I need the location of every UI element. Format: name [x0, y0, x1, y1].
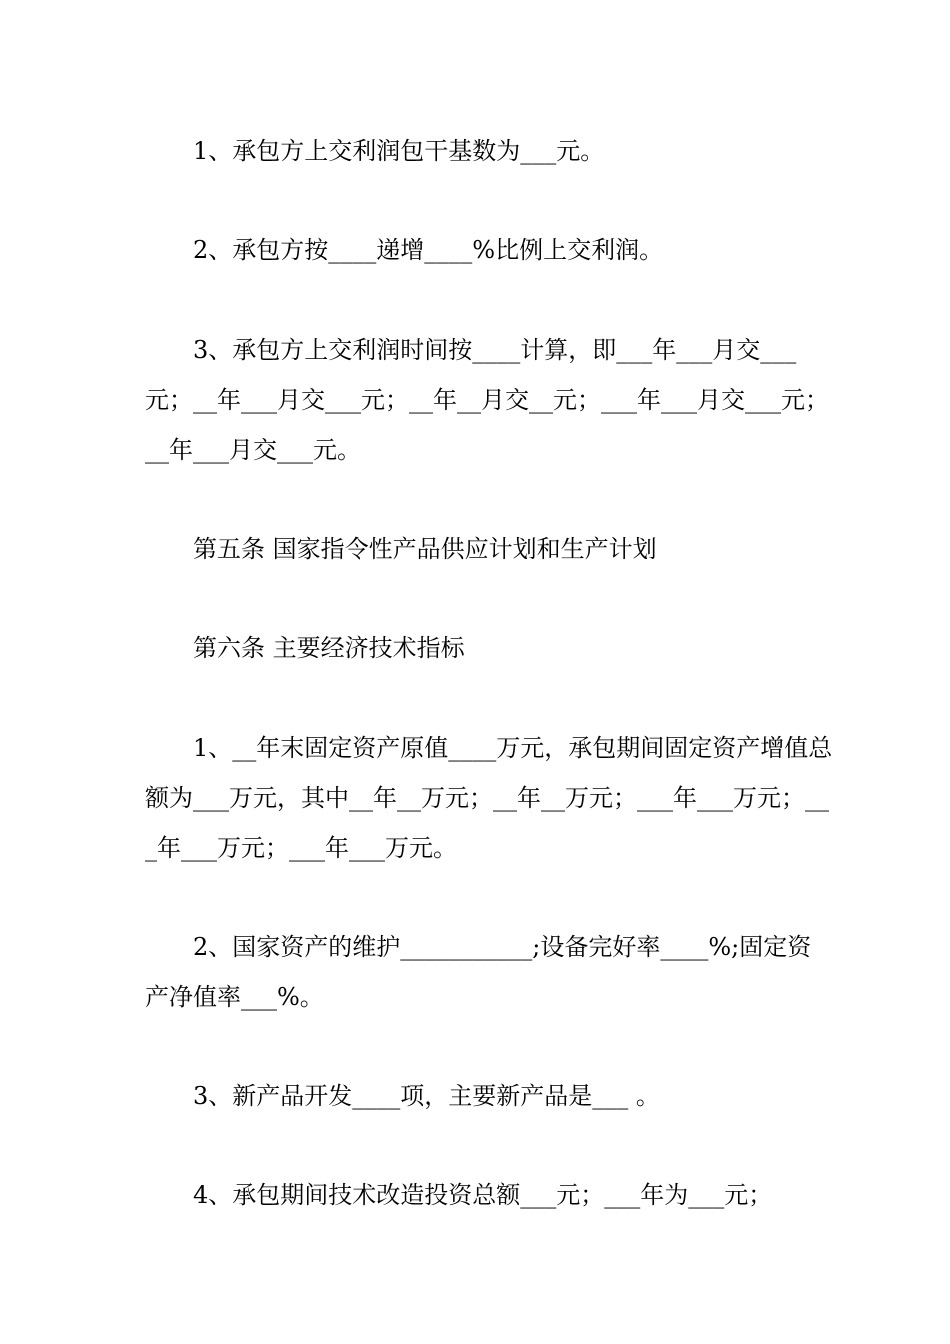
paragraph-profit-schedule: 3、承包方上交利润时间按____计算，即___年___月交___元；__年___月交___元；__年__月交__元；___年___月交___元；__年___月交___元。	[145, 336, 829, 464]
heading-article-five: 第五条 国家指令性产品供应计划和生产计划	[193, 535, 657, 563]
paragraph-profit-increase: 2、承包方按____递增____%比例上交利润。	[193, 236, 664, 264]
heading-article-six: 第六条 主要经济技术指标	[193, 634, 465, 662]
paragraph-profit-base: 1、承包方上交利润包干基数为___元。	[193, 137, 605, 165]
paragraph-tech-investment: 4、承包期间技术改造投资总额___元；___年为___元；	[193, 1181, 773, 1209]
paragraph-new-products: 3、新产品开发____项，主要新产品是___ 。	[193, 1082, 660, 1110]
paragraph-fixed-assets: 1、__年末固定资产原值____万元，承包期间固定资产增值总额为___万元，其中__年__万元；__年__万元；___年___万元；___年___万元；___年___万元。	[145, 734, 833, 862]
paragraph-asset-maintenance: 2、国家资产的维护___________;设备完好率____%;固定资产净值率___%。	[145, 933, 812, 1011]
